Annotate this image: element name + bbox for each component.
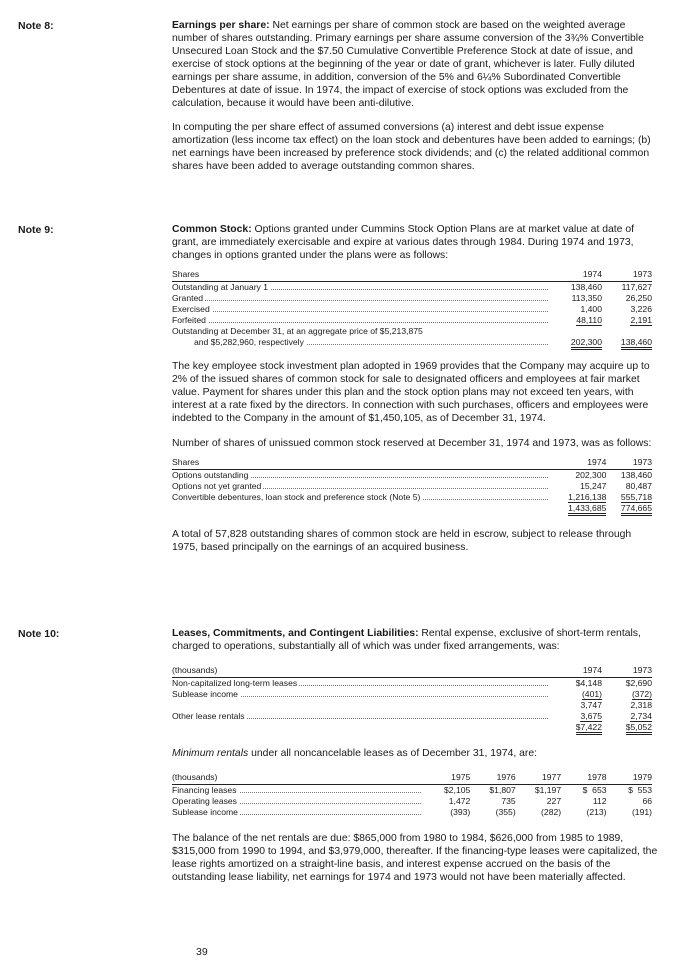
row-label bbox=[172, 470, 552, 482]
italic-term: Minimum rentals bbox=[172, 748, 249, 759]
cell: (213) bbox=[586, 807, 607, 817]
note-10-paragraph-3: The balance of the net rentals are due: $865,000 from 1980 to 1984, $626,000 from 1985 to 1989, $315,000 from 1990 to 1994, and $3,979,000, thereafter. If the financing-type leases were capitalized, the lease rights amortized on a straight-line basis, and interest expense accrued on the basis of the outstanding lease liability, net earnings for 1974 and 1973 would not have been materially affected. bbox=[172, 833, 658, 883]
row-label-text: Options not yet granted bbox=[172, 481, 262, 491]
note-9-section bbox=[172, 223, 658, 554]
cell bbox=[602, 711, 652, 722]
row-label bbox=[172, 481, 552, 492]
row-label-text: Convertible debentures, loan stock and preference stock (Note 5) bbox=[172, 492, 421, 502]
cell bbox=[606, 503, 652, 514]
table-row bbox=[172, 689, 652, 700]
cell-value: 1,433,685 bbox=[568, 503, 606, 516]
row-label-text: Outstanding at December 31, at an aggregate price of $5,213,875 bbox=[172, 326, 423, 336]
cell: $2,690 bbox=[625, 678, 652, 688]
cell: 15,247 bbox=[580, 481, 607, 491]
cell-value: 3,675 bbox=[580, 711, 602, 721]
row-label bbox=[172, 700, 552, 711]
table-row bbox=[172, 785, 652, 797]
cell: 138,460 bbox=[620, 470, 652, 480]
row-label-text bbox=[172, 503, 174, 513]
row-label-text: Other lease rentals bbox=[172, 711, 245, 721]
cell: $4,148 bbox=[575, 678, 602, 688]
cell: 80,487 bbox=[625, 481, 652, 491]
table-header-row bbox=[172, 457, 652, 470]
cell-value: 202,300 bbox=[571, 337, 602, 350]
row-label bbox=[172, 785, 425, 797]
cell: (191) bbox=[631, 807, 652, 817]
table-row bbox=[172, 293, 652, 304]
cell: 26,250 bbox=[625, 293, 652, 303]
row-label-text: Forfeited bbox=[172, 315, 206, 325]
table-row bbox=[172, 481, 652, 492]
table-row bbox=[172, 326, 652, 337]
cell: 1,400 bbox=[580, 304, 602, 314]
note-9-heading: Common Stock: bbox=[172, 224, 252, 235]
cell: (355) bbox=[495, 807, 516, 817]
cell: 1,472 bbox=[448, 796, 471, 806]
cell: 227 bbox=[546, 796, 562, 806]
table-header: 1976 bbox=[470, 772, 515, 785]
row-label-text: Options outstanding bbox=[172, 470, 249, 480]
table-header: 1974 bbox=[552, 665, 602, 678]
note-10-text-2: under all noncancelable leases as of December 31, 1974, are: bbox=[248, 748, 538, 759]
table-header: 1974 bbox=[552, 457, 606, 470]
note-9-paragraph-2: The key employee stock investment plan adopted in 1969 provides that the Company may acquire up to 2% of the issued shares of common stock for sale to designated officers and employees at fair market value. Payment for shares under this plan and the stock option plans may not exceed ten years, with interest at a rate fixed by the directors. In connection with such purchases, officers and employees were indebted to the Company in the amount of $1,450,105, as of December 31, 1974. bbox=[172, 361, 650, 424]
reserved-shares-table bbox=[172, 457, 652, 514]
row-label-text: Operating leases bbox=[172, 796, 237, 806]
note-10-label: Note 10: bbox=[18, 628, 60, 640]
cell-value: (401) bbox=[581, 689, 602, 699]
cell: 202,300 bbox=[575, 470, 607, 480]
cell: 2,318 bbox=[630, 700, 652, 710]
cell bbox=[552, 326, 602, 337]
cell-value: 2,191 bbox=[630, 315, 652, 325]
table-row bbox=[172, 700, 652, 711]
row-label bbox=[172, 337, 552, 348]
table-row bbox=[172, 678, 652, 690]
cell bbox=[552, 711, 602, 722]
note-10-paragraph-2 bbox=[172, 747, 658, 760]
table-header: 1973 bbox=[606, 457, 652, 470]
table-header-row bbox=[172, 772, 652, 785]
table-row bbox=[172, 470, 652, 482]
cell: $1,807 bbox=[489, 785, 516, 795]
table-row bbox=[172, 796, 652, 807]
note-10-text: Rental expense, exclusive of short-term rentals, charged to operations, substantially all of which was under fixed arrangements, was: bbox=[172, 628, 641, 652]
note-9-paragraph-3: Number of shares of unissued common stock reserved at December 31, 1974 and 1973, was as follows: bbox=[172, 438, 652, 449]
table-row bbox=[172, 315, 652, 326]
row-label-text bbox=[172, 722, 174, 732]
row-label bbox=[172, 315, 552, 326]
cell bbox=[552, 315, 602, 326]
row-label bbox=[172, 689, 552, 700]
note-8-label: Note 8: bbox=[18, 20, 54, 32]
note-9-label: Note 9: bbox=[18, 224, 54, 236]
cell: $ 553 bbox=[628, 785, 652, 795]
row-label-text: Sublease income bbox=[172, 807, 238, 817]
cell bbox=[552, 689, 602, 700]
cell: $1,197 bbox=[534, 785, 562, 795]
note-9-text: Options granted under Cummins Stock Option Plans are at market value at date of grant, are immediately exercisable and expire at various dates through 1984. During 1974 and 1973, changes in options granted under the plans were as follows: bbox=[172, 224, 635, 261]
row-label bbox=[172, 796, 425, 807]
note-9-paragraph-1 bbox=[172, 223, 658, 262]
row-label bbox=[172, 807, 425, 818]
cell bbox=[606, 492, 652, 503]
cell-value: 138,460 bbox=[621, 337, 652, 350]
row-label-text: Financing leases bbox=[172, 785, 237, 795]
note-8-heading: Earnings per share: bbox=[172, 20, 270, 31]
minimum-rentals-table bbox=[172, 772, 652, 818]
note-8-text: Net earnings per share of common stock are based on the weighted average number of shares outstanding. Primary earnings per share assume conversion of the 3¾% Convertible Unsecured Loan Stock and the $7.50 Cumulative Convertible Preference Stock at date of issue, and exercise of stock options at the beginning of the year or date of grant, whichever is later. Fully diluted earnings per share assume, in addition, conversion of the 5% and 6¼% Subordinated Convertible Debentures at date of issue. In 1974, the impact of exercise of stock options was excluded from the calculation, because it would have been anti-dilutive. bbox=[172, 20, 644, 109]
cell bbox=[552, 503, 606, 514]
table-header: (thousands) bbox=[172, 665, 552, 678]
cell bbox=[552, 337, 602, 348]
cell-value: $7,422 bbox=[576, 722, 602, 735]
cell-value: $5,052 bbox=[626, 722, 652, 735]
cell bbox=[602, 689, 652, 700]
cell: 138,460 bbox=[570, 282, 602, 292]
page-number: 39 bbox=[196, 946, 208, 958]
cell bbox=[602, 722, 652, 733]
row-label-text: Sublease income bbox=[172, 689, 238, 699]
cell bbox=[602, 337, 652, 348]
row-label-text: Outstanding at January 1 bbox=[172, 282, 269, 292]
note-8-section bbox=[172, 19, 658, 173]
row-label bbox=[172, 304, 552, 315]
table-row bbox=[172, 337, 652, 348]
row-label bbox=[172, 326, 552, 337]
table-header: Shares bbox=[172, 269, 552, 282]
row-label-text: Granted bbox=[172, 293, 204, 303]
row-label-text bbox=[172, 700, 174, 710]
cell-value: 2,734 bbox=[630, 711, 652, 721]
note-9-paragraph-4: A total of 57,828 outstanding shares of common stock are held in escrow, subject to release through 1975, based principally on the earnings of an acquired business. bbox=[172, 529, 632, 553]
cell: 735 bbox=[501, 796, 516, 806]
table-header: 1979 bbox=[607, 772, 652, 785]
note-10-paragraph-1 bbox=[172, 627, 658, 653]
cell: $2,105 bbox=[444, 785, 471, 795]
cell bbox=[552, 492, 606, 503]
cell: (393) bbox=[450, 807, 471, 817]
table-header-row bbox=[172, 665, 652, 678]
cell bbox=[602, 326, 652, 337]
table-row bbox=[172, 282, 652, 294]
cell: $ 653 bbox=[582, 785, 607, 795]
cell: 66 bbox=[642, 796, 652, 806]
cell bbox=[552, 722, 602, 733]
table-row bbox=[172, 722, 652, 733]
row-label bbox=[172, 711, 552, 722]
table-header: 1978 bbox=[561, 772, 606, 785]
table-header: 1973 bbox=[602, 665, 652, 678]
row-label bbox=[172, 492, 552, 503]
cell-value: 555,718 bbox=[620, 492, 652, 502]
table-header: (thousands) bbox=[172, 772, 425, 785]
cell-value: 48,110 bbox=[576, 315, 602, 325]
cell-value: 1,216,138 bbox=[568, 492, 607, 502]
note-8-paragraph-1 bbox=[172, 19, 658, 110]
rental-expense-table bbox=[172, 665, 652, 733]
table-header: 1975 bbox=[425, 772, 470, 785]
table-row bbox=[172, 503, 652, 514]
table-header: Shares bbox=[172, 457, 552, 470]
row-label bbox=[172, 678, 552, 690]
cell bbox=[602, 315, 652, 326]
cell-value: (372) bbox=[631, 689, 652, 699]
cell: 3,226 bbox=[630, 304, 652, 314]
cell-value: 774,665 bbox=[621, 503, 652, 516]
row-label-text: and $5,282,960, respectively bbox=[172, 337, 306, 347]
table-header-row bbox=[172, 269, 652, 282]
row-label-text: Non-capitalized long-term leases bbox=[172, 678, 298, 688]
row-label-text: Exercised bbox=[172, 304, 210, 314]
cell: 117,627 bbox=[621, 282, 652, 292]
table-header: 1977 bbox=[516, 772, 561, 785]
note-8-paragraph-2: In computing the per share effect of assumed conversions (a) interest and debt issue expense amortization (less income tax effect) on the loan stock and debentures have been added to earnings; (b) net earnings have been increased by preference stock dividends; and (c) the related additional common shares have been added to average outstanding common shares. bbox=[172, 122, 651, 172]
options-table bbox=[172, 269, 652, 348]
table-row bbox=[172, 492, 652, 503]
table-row bbox=[172, 711, 652, 722]
table-row bbox=[172, 304, 652, 315]
row-label bbox=[172, 293, 552, 304]
note-10-heading: Leases, Commitments, and Contingent Liabilities: bbox=[172, 628, 419, 639]
cell: 113,350 bbox=[571, 293, 602, 303]
note-10-section bbox=[172, 627, 658, 884]
table-header: 1973 bbox=[602, 269, 652, 282]
row-label bbox=[172, 722, 552, 733]
cell: (282) bbox=[541, 807, 562, 817]
row-label bbox=[172, 503, 552, 514]
cell: 3,747 bbox=[580, 700, 602, 710]
table-row bbox=[172, 807, 652, 818]
table-header: 1974 bbox=[552, 269, 602, 282]
row-label bbox=[172, 282, 552, 294]
cell: 112 bbox=[592, 796, 607, 806]
